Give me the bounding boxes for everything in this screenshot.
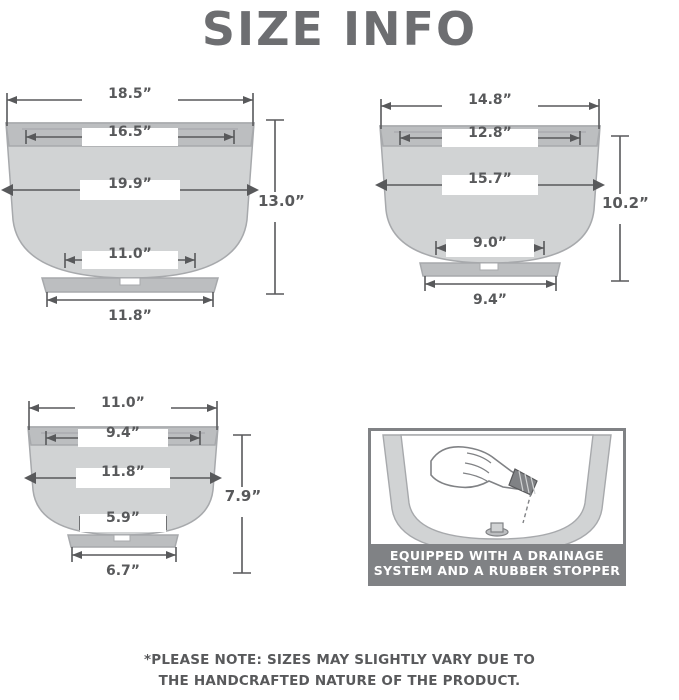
medium-pot-base-outer-width: 9.4”	[472, 292, 507, 308]
large-pot-drawing	[0, 80, 305, 340]
small-pot-top-outer-width: 11.0”	[101, 395, 145, 411]
drainage-label-line2: SYSTEM AND A RUBBER STOPPER	[373, 563, 621, 578]
medium-pot-top-outer-width: 14.8”	[468, 92, 512, 108]
small-pot-body-width: 11.8”	[101, 464, 145, 480]
small-pot-base-outer-width: 6.7”	[105, 563, 140, 579]
large-pot-body-width: 19.9”	[108, 176, 152, 192]
medium-pot-body-width: 15.7”	[468, 171, 512, 187]
large-pot-height: 13.0”	[258, 192, 305, 210]
large-pot-top-inner-width: 16.5”	[108, 124, 152, 140]
drainage-callout-label	[371, 544, 623, 583]
large-pot-base-outer-width: 11.8”	[108, 308, 152, 324]
medium-pot-height: 10.2”	[602, 194, 649, 212]
medium-pot-top-inner-width: 12.8”	[468, 125, 512, 141]
large-pot-top-outer-width: 18.5”	[108, 86, 152, 102]
large-pot-figure	[0, 80, 305, 340]
footnote-line1: *PLEASE NOTE: SIZES MAY SLIGHTLY VARY DUE TO	[143, 652, 536, 668]
medium-pot-figure	[370, 88, 649, 333]
small-pot-figure	[10, 395, 300, 610]
footnote	[0, 650, 679, 692]
footnote-line2: THE HANDCRAFTED NATURE OF THE PRODUCT.	[158, 673, 521, 689]
small-pot-base-inner-width: 5.9”	[105, 510, 140, 526]
medium-pot-base-inner-width: 9.0”	[472, 235, 507, 251]
small-pot-top-inner-width: 9.4”	[105, 425, 140, 441]
drainage-callout	[368, 428, 626, 586]
large-pot-base-inner-width: 11.0”	[108, 246, 152, 262]
small-pot-height: 7.9”	[224, 487, 262, 505]
drainage-label-line1: EQUIPPED WITH A DRAINAGE	[389, 548, 605, 563]
page-title: SIZE INFO	[201, 2, 478, 56]
